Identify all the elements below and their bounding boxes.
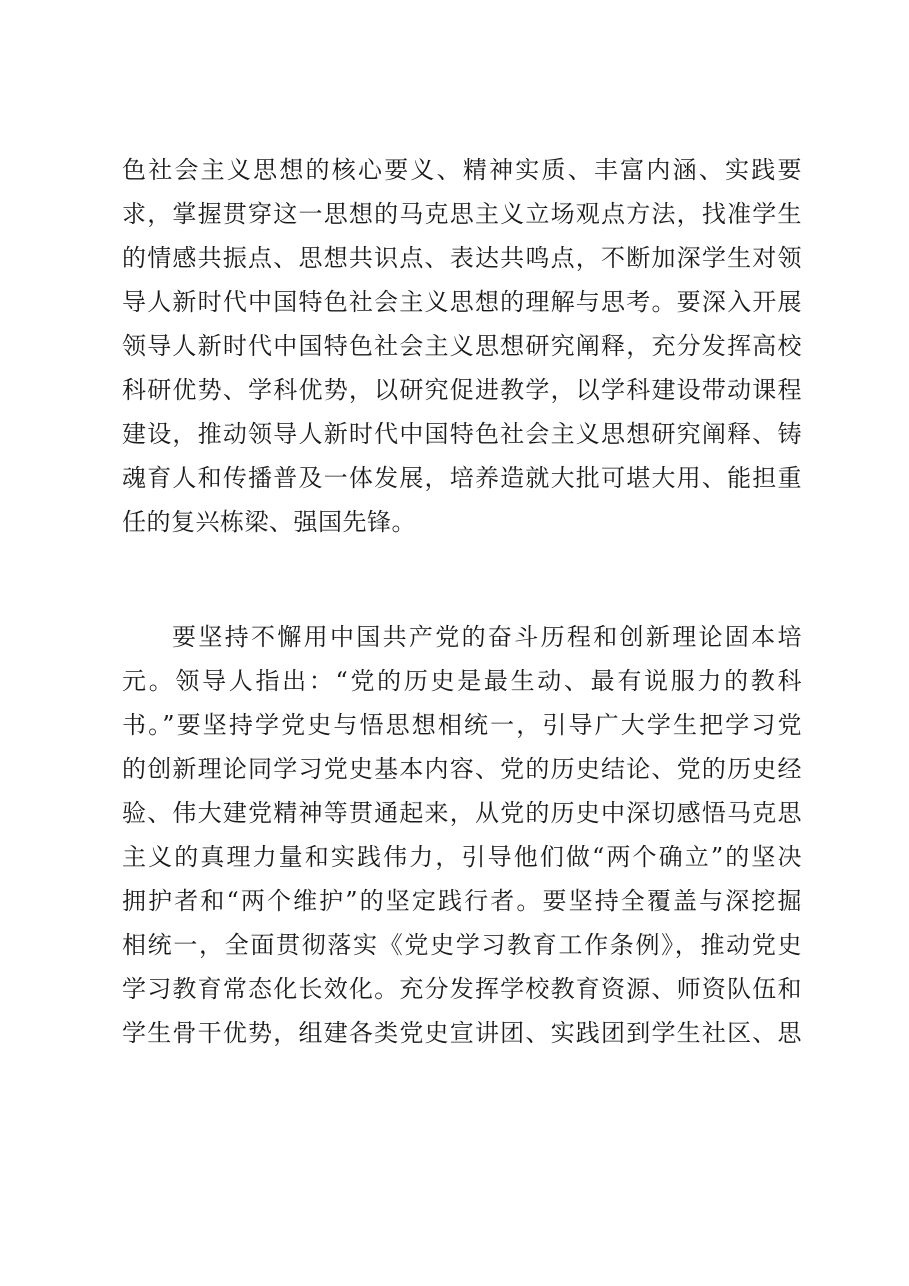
paragraph-line: 科研优势、学科优势，以研究促进教学，以学科建设带动课程: [122, 376, 802, 404]
paragraph-line: 任的复兴栋梁、强国先锋。: [122, 508, 416, 536]
paragraph-line: 建设，推动领导人新时代中国特色社会主义思想研究阐释、铸: [122, 420, 802, 448]
paragraph-line: 的情感共振点、思想共识点、表达共鸣点，不断加深学生对领: [122, 244, 802, 272]
paragraph-line: 的创新理论同学习党史基本内容、党的历史结论、党的历史经: [122, 755, 802, 783]
paragraph-line: 验、伟大建党精神等贯通起来，从党的历史中深切感悟马克思: [122, 799, 802, 827]
paragraph-line-indented: 要坚持不懈用中国共产党的奋斗历程和创新理论固本培: [172, 623, 802, 651]
paragraph-line: 相统一，全面贯彻落实《党史学习教育工作条例》，推动党史: [122, 931, 802, 959]
paragraph-line: 魂育人和传播普及一体发展，培养造就大批可堪大用、能担重: [122, 464, 802, 492]
paragraph-line: 色社会主义思想的核心要义、精神实质、丰富内涵、实践要: [122, 156, 802, 184]
paragraph-line: 主义的真理力量和实践伟力，引导他们做“两个确立”的坚决: [122, 843, 802, 871]
paragraph-line: 学习教育常态化长效化。充分发挥学校教育资源、师资队伍和: [122, 975, 802, 1003]
paragraph-line: 导人新时代中国特色社会主义思想的理解与思考。要深入开展: [122, 288, 802, 316]
paragraph-line: 领导人新时代中国特色社会主义思想研究阐释，充分发挥高校: [122, 332, 802, 360]
paragraph-line: 求，掌握贯穿这一思想的马克思主义立场观点方法，找准学生: [122, 200, 802, 228]
paragraph-line: 学生骨干优势，组建各类党史宣讲团、实践团到学生社区、思: [122, 1019, 802, 1047]
paragraph-line: 拥护者和“两个维护”的坚定践行者。要坚持全覆盖与深挖掘: [122, 887, 802, 915]
paragraph-line: 书。”要坚持学党史与悟思想相统一，引导广大学生把学习党: [122, 711, 802, 739]
paragraph-line: 元。领导人指出：“党的历史是最生动、最有说服力的教科: [122, 667, 802, 695]
